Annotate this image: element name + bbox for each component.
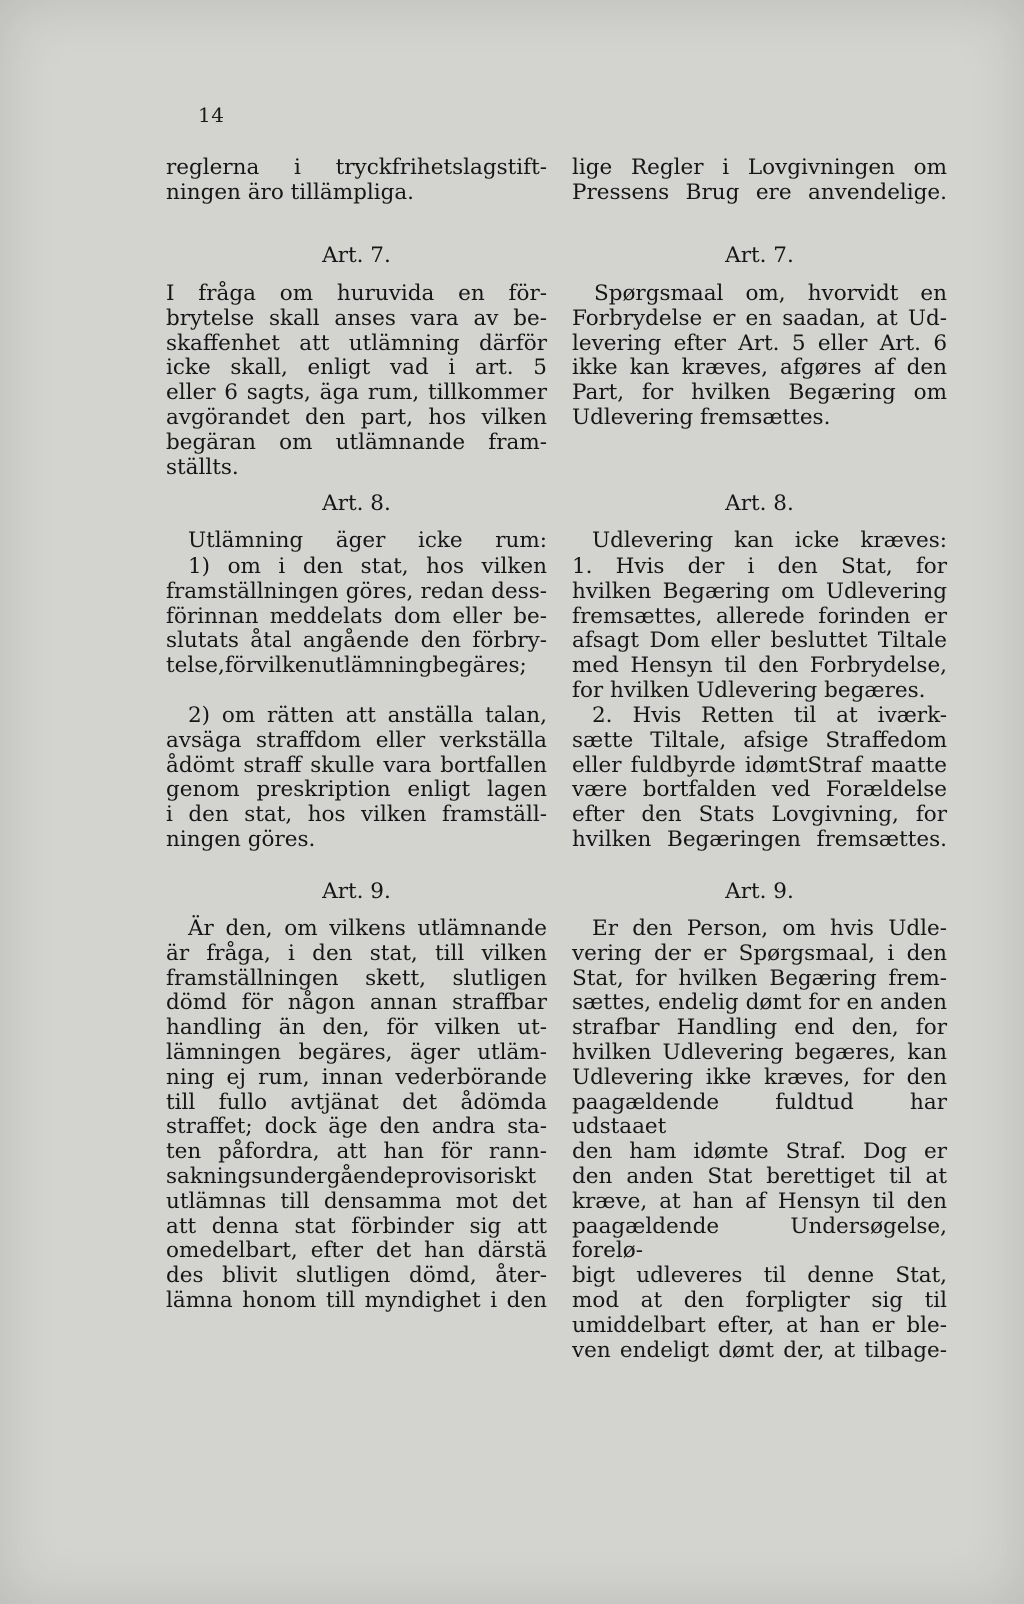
danish-art9-heading: Art. 9. xyxy=(725,879,794,904)
text-line: Utlämning äger icke rum: xyxy=(188,528,547,553)
text-line: eller fuldbyrde idømtStraf maatte xyxy=(572,752,947,778)
text-line: for hvilken Udlevering begæres. xyxy=(572,677,926,703)
swedish-art7-text xyxy=(166,282,547,480)
text-line: hvilken Begæringen fremsættes. xyxy=(572,826,947,852)
danish-art8-item1 xyxy=(572,555,947,704)
text-line: omedelbart, efter det han därstä xyxy=(166,1238,547,1264)
text-line: ten påfordra, att han för rann- xyxy=(166,1139,547,1165)
text-line: fremsættes, allerede forinden er xyxy=(572,603,947,629)
swedish-intro xyxy=(166,156,547,206)
text-line: hvilken Begæring om Udlevering xyxy=(572,578,947,604)
text-line: Udlevering ikke kræves, for den xyxy=(572,1064,947,1090)
text-line: Spørgsmaal om, hvorvidt en xyxy=(594,281,947,306)
text-line: 1) om i den stat, hos vilken xyxy=(188,554,547,579)
text-line: begäran om utlämnande fram- xyxy=(166,429,547,455)
swedish-art8-item2 xyxy=(166,704,547,853)
danish-art9-text xyxy=(572,917,947,1363)
danish-art7-heading: Art. 7. xyxy=(725,243,794,268)
text-line: handling än den, för vilken ut- xyxy=(166,1015,547,1041)
text-line: ningen göres. xyxy=(166,826,316,852)
text-line: I fråga om huruvida en för- xyxy=(166,281,547,306)
text-line: være bortfalden ved Forældelse xyxy=(572,777,947,803)
text-line: afsagt Dom eller besluttet Tiltale xyxy=(572,628,947,654)
text-line: paagældende fuldtud har udstaaet xyxy=(572,1089,947,1140)
text-line: reglerna i tryckfrihetslagstift- xyxy=(166,155,547,180)
text-line: framställningen göres, redan dess- xyxy=(166,578,547,604)
text-line: sakningsundergåendeprovisoriskt xyxy=(166,1163,537,1189)
danish-intro xyxy=(572,156,947,206)
danish-art8-heading: Art. 8. xyxy=(725,491,794,516)
swedish-art7-heading: Art. 7. xyxy=(322,243,391,268)
text-line: genom preskription enligt lagen xyxy=(166,777,547,803)
text-line: umiddelbart efter, at han er ble- xyxy=(572,1312,947,1338)
text-line: eller 6 sagts, äga rum, tillkommer xyxy=(166,380,547,406)
text-line: telse,förvilkenutlämningbegäres; xyxy=(166,653,527,679)
text-line: straffet; dock äge den andra sta- xyxy=(166,1114,547,1140)
text-line: strafbar Handling end den, for xyxy=(572,1015,947,1041)
text-line: slutats åtal angående den förbry- xyxy=(166,628,547,654)
text-line: Pressens Brug ere anvendelige. xyxy=(572,179,947,205)
text-line: ikke kan kræves, afgøres af den xyxy=(572,355,947,381)
text-line: ställts. xyxy=(166,454,239,480)
danish-art8-item2 xyxy=(572,704,947,853)
text-line: paagældende Undersøgelse, forelø- xyxy=(572,1213,947,1264)
text-line: vering der er Spørgsmaal, i den xyxy=(572,940,947,966)
text-line: sætte Tiltale, afsige Straffedom xyxy=(572,727,947,753)
swedish-art8-intro xyxy=(166,529,547,554)
swedish-art9-text xyxy=(166,917,547,1314)
text-line: till fullo avtjänat det ådömda xyxy=(166,1089,547,1115)
text-line: efter den Stats Lovgivning, for xyxy=(572,802,947,828)
text-line: 2. Hvis Retten til at iværk- xyxy=(592,703,947,728)
text-line: ning ej rum, innan vederbörande xyxy=(166,1064,547,1090)
text-line: sættes, endelig dømt for en anden xyxy=(572,990,947,1016)
text-line: Är den, om vilkens utlämnande xyxy=(188,916,547,941)
text-line: är fråga, i den stat, till vilken xyxy=(166,940,547,966)
text-line: ådömt straff skulle vara bortfallen xyxy=(166,752,547,778)
text-line: dömd för någon annan straffbar xyxy=(166,990,547,1016)
text-line: mod at den forpligter sig til xyxy=(572,1287,947,1313)
text-line: Er den Person, om hvis Udle- xyxy=(592,916,947,941)
text-line: avsäga straffdom eller verkställa xyxy=(166,727,547,753)
text-line: lige Regler i Lovgivningen om xyxy=(572,155,947,180)
text-line: med Hensyn til den Forbrydelse, xyxy=(572,653,947,679)
text-line: des blivit slutligen dömd, åter- xyxy=(166,1263,547,1289)
text-line: den anden Stat berettiget til at xyxy=(572,1163,947,1189)
text-line: lämna honom till myndighet i den xyxy=(166,1287,547,1313)
text-line: Forbrydelse er en saadan, at Ud- xyxy=(572,305,947,331)
text-line: Part, for hvilken Begæring om xyxy=(572,380,947,406)
text-line: Udlevering fremsættes. xyxy=(572,404,831,430)
text-line: icke skall, enligt vad i art. 5 xyxy=(166,355,547,381)
swedish-art8-item1 xyxy=(166,555,547,679)
text-line: kræve, at han af Hensyn til den xyxy=(572,1188,947,1214)
text-line: lämningen begäres, äger utläm- xyxy=(166,1039,547,1065)
text-line: 1. Hvis der i den Stat, for xyxy=(572,554,947,579)
text-line: i den stat, hos vilken framställ- xyxy=(166,802,547,828)
swedish-art8-heading: Art. 8. xyxy=(322,491,391,516)
text-line: bigt udleveres til denne Stat, xyxy=(572,1263,947,1289)
text-line: att denna stat förbinder sig att xyxy=(166,1213,547,1239)
text-line: hvilken Udlevering begæres, kan xyxy=(572,1039,947,1065)
danish-art8-intro xyxy=(572,529,947,554)
swedish-art9-heading: Art. 9. xyxy=(322,879,391,904)
danish-art7-text xyxy=(572,282,947,431)
page-number: 14 xyxy=(198,103,225,127)
text-line: skaffenhet att utlämning därför xyxy=(166,330,547,356)
text-line: Stat, for hvilken Begæring frem- xyxy=(572,965,947,991)
text-line: brytelse skall anses vara av be- xyxy=(166,305,547,331)
text-line: framställningen skett, slutligen xyxy=(166,965,547,991)
text-line: förinnan meddelats dom eller be- xyxy=(166,603,547,629)
text-line: utlämnas till densamma mot det xyxy=(166,1188,547,1214)
text-line: 2) om rätten att anställa talan, xyxy=(188,703,547,728)
text-line: ven endeligt dømt der, at tilbage- xyxy=(572,1337,947,1363)
text-line: ningen äro tillämpliga. xyxy=(166,179,415,205)
text-line: levering efter Art. 5 eller Art. 6 xyxy=(572,330,947,356)
text-line: avgörandet den part, hos vilken xyxy=(166,404,547,430)
text-line: den ham idømte Straf. Dog er xyxy=(572,1139,947,1165)
text-line: Udlevering kan icke kræves: xyxy=(592,528,947,553)
